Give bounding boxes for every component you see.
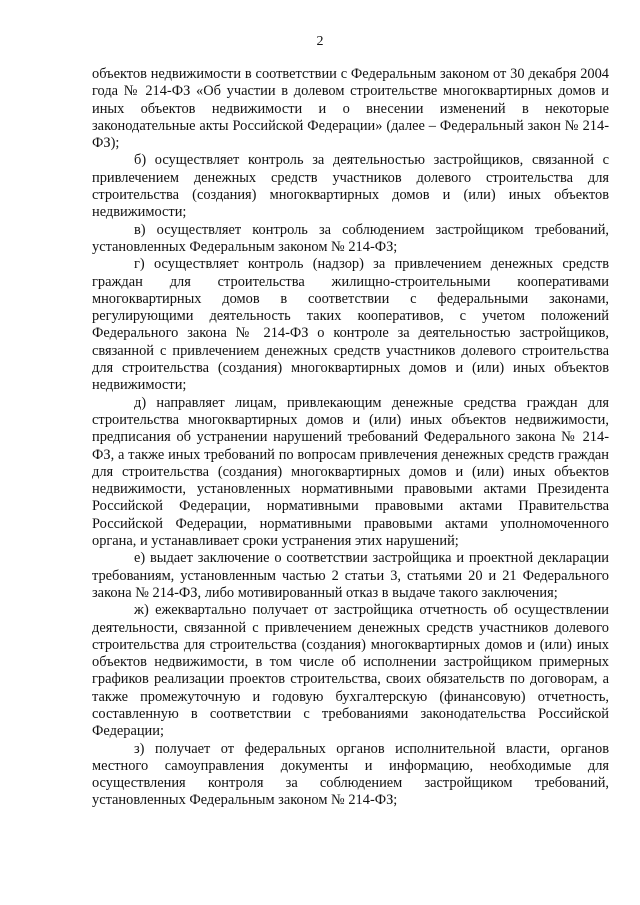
- document-body: [92, 66, 609, 810]
- paragraph-z: з) получает от федеральных органов исполнительной власти, органов местного самоуправления документы и информацию, необходимые для осуществления контроля за соблюдением застройщиком требований, установленных Федеральным законом № 214-ФЗ;: [92, 740, 609, 809]
- page-number: 2: [316, 34, 324, 49]
- paragraph-b: б) осуществляет контроль за деятельностью застройщиков, связанной с привлечением денежных средств участников долевого строительства для строительства (создания) многоквартирных домов и (или) иных объектов недвижимости;: [92, 152, 609, 221]
- paragraph-v: в) осуществляет контроль за соблюдением застройщиком требований, установленных Федеральным законом № 214-ФЗ;: [92, 221, 609, 255]
- paragraph-intro: объектов недвижимости в соответствии с Федеральным законом от 30 декабря 2004 года № 214-ФЗ «Об участии в долевом строительстве многоквартирных домов и иных объектов недвижимости и о внесении изменений в некоторые законодательные акты Российской Федерации» (далее – Федеральный закон № 214-ФЗ);: [92, 66, 609, 152]
- paragraph-d: д) направляет лицам, привлекающим денежные средства граждан для строительства многоквартирных домов и (или) иных объектов недвижимости, предписания об устранении нарушений требований Федерального закона № 214-ФЗ, а также иных требований по вопросам привлечения денежных средств граждан для строительства (создания) многоквартирных домов и (или) иных объектов недвижимости, установленных нормативными правовыми актами Президента Российской Федерации, нормативными правовыми актами Правительства Российской Федерации, нормативными правовыми актами уполномоченного органа, и устанавливает сроки устранения этих нарушений;: [92, 394, 609, 550]
- paragraph-zh: ж) ежеквартально получает от застройщика отчетность об осуществлении деятельности, связанной с привлечением денежных средств участников долевого строительства для строительства (создания) многоквартирных домов и (или) иных объектов недвижимости, в том числе об исполнении застройщиком примерных графиков реализации проектов строительства, своих обязательств по договорам, а также промежуточную и годовую бухгалтерскую (финансовую) отчетность, составленную в соответствии с требованиями законодательства Российской Федерации;: [92, 602, 609, 740]
- paragraph-g: г) осуществляет контроль (надзор) за привлечением денежных средств граждан для строительства жилищно-строительными кооперативами многоквартирных домов в соответствии с федеральными законами, регулирующими деятельность таких кооперативов, с учетом положений Федерального закона № 214-ФЗ о контроле за деятельностью застройщиков, связанной с привлечением денежных средств участников долевого строительства для строительства (создания) многоквартирных домов и (или) иных объектов недвижимости;: [92, 256, 609, 394]
- paragraph-e: е) выдает заключение о соответствии застройщика и проектной декларации требованиям, установленным частью 2 статьи 3, статьями 20 и 21 Федерального закона № 214-ФЗ, либо мотивированный отказ в выдаче такого заключения;: [92, 550, 609, 601]
